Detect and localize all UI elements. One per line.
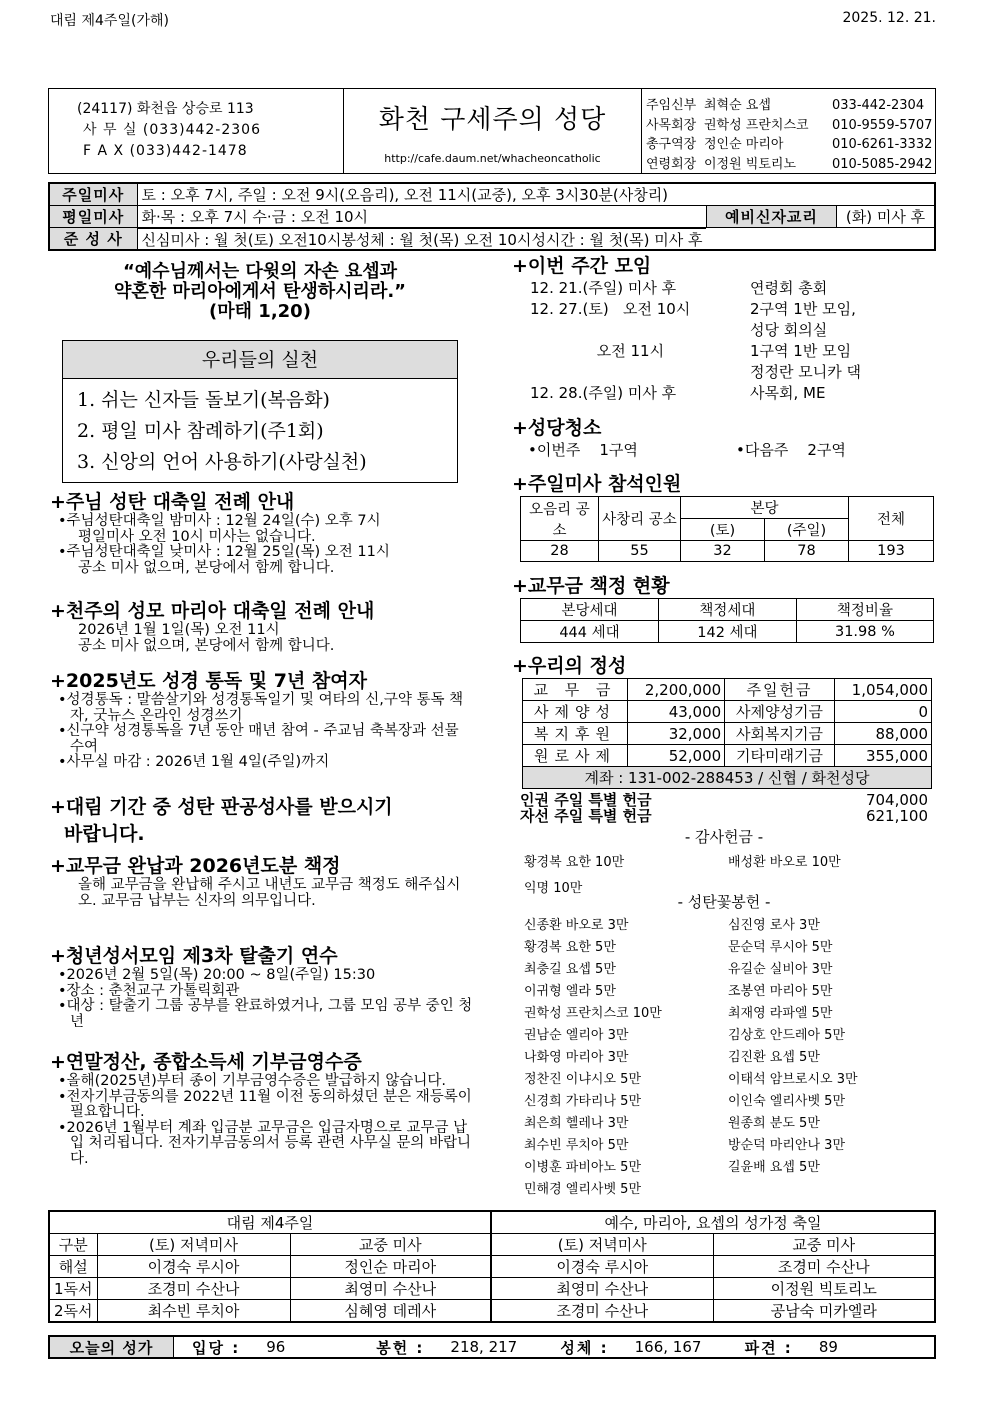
list-item: 황경복 요한 5만 [524, 940, 616, 955]
fax-number: F A X (033)442-1478 [83, 143, 248, 159]
gospel-quote: “예수님께서는 다윗의 자손 요셉과 약혼한 마리아에게서 탄생하시리라.” (마태 1,20) [113, 261, 407, 322]
list-item: 이인숙 엘리사벳 5만 [728, 1094, 845, 1109]
bulletin-date: 2025. 12. 21. [842, 10, 936, 26]
office-phone: 사 무 실 (033)442-2306 [83, 122, 261, 138]
tithe-status: +교무금 책정 현황 본당세대 책정세대 책정비율 444 세대 142 세대 31.98 % [512, 571, 936, 643]
thanks-offerings: - 감사헌금 - 황경복 요한 10만 배성환 바오로 10만 익명 10만 [524, 828, 841, 896]
announcement-mary: +천주의 성모 마리아 대축일 전례 안내 2026년 1월 1일(목) 오전 11시 공소 미사 없으며, 본당에서 함께 합니다. [50, 600, 375, 654]
liturgical-week: 대림 제4주일(가해) [50, 13, 169, 29]
announcement-tax: +연말정산, 종합소득세 기부금영수증 •올해(2025년)부터 종이 기부금영수증은 발급하지 않습니다. •전자기부금동의를 2022년 11월 이전 동의하셨던 분은 재등록이 필요합니다. •2026년 1월부터 계좌 입금분 교무금은 입금자명으로 교무금 납입 처리됩니다. 전자기부금동의서 등록 관련 사무실 문의 바랍니다. [50, 1051, 472, 1167]
tithe-table: 본당세대 책정세대 책정비율 444 세대 142 세대 31.98 % [520, 598, 934, 643]
list-item: 나화영 마리아 3만 [524, 1050, 629, 1065]
table-row: 1독서 조경미 수산나 최영미 수산나 최영미 수산나 이정원 빅토리노 [49, 1278, 935, 1300]
weekday-mass-times: 화·목 : 오후 7시 수·금 : 오전 10시 [137, 206, 706, 228]
list-item: 김상호 안드레아 5만 [728, 1028, 845, 1043]
contact-row: 사목회장 권학성 프란치스코 010-9559-5707 [646, 117, 933, 133]
contact-row: 총구역장 정인순 마리아 010-6261-3332 [646, 137, 933, 152]
list-item: 1. 쉬는 신자들 돌보기(복음화) [77, 389, 330, 411]
announcement-tithe: +교무금 완납과 2026년도분 책정 올해 교무금을 완납해 주시고 내년도 교무금 책정도 해주십시오. 교무금 납부는 신자의 의무입니다. [50, 855, 461, 909]
announcement-youth: +청년성서모임 제3차 탈출기 연수 •2026년 2월 5일(목) 20:00 ~ 8일(주일) 15:30 •장소 : 춘천교구 가톨릭회관 •대상 : 탈출기 그룹 공부를 완료하였거나, 그룹 모임 공부 중인 청년 [50, 945, 473, 1030]
church-cleaning: +성당청소 •이번주 1구역 •다음주 2구역 [512, 417, 846, 459]
list-item: 민해경 엘리사벳 5만 [524, 1182, 641, 1197]
liturgy-roles: 대림 제4주일 예수, 마리아, 요셉의 성가정 축일 구분 (토) 저녁미사 교중 미사 (토) 저녁미사 교중 미사 해설 이경숙 루시아 정인순 마리아 이경숙 루시아 조경미 수산나 1독서 조경미 수산나 최영미 수산나 최영미 수산나 이정원 빅토리노 2독서 최수빈 루치아 심혜영 데레사 조경미 수산나 공남숙 미카엘라 [48, 1210, 936, 1323]
postal-address: (24117) 화천읍 상승로 113 [77, 101, 254, 117]
list-item: 원종희 분도 5만 [728, 1116, 820, 1131]
sacramental-label: 준 성 사 [49, 228, 137, 251]
announcement-bible: +2025년도 성경 통독 및 7년 참여자 •성경통독 : 말씀살기와 성경통독일기 및 여타의 신,구약 통독 책자, 굿뉴스 온라인 성경쓰기 •신구약 성경통독을 7년 동안 매년 참여 - 주교님 축복장과 선물 수여 •사무실 마감 : 2026년 1월 4일(주일)까지 [50, 670, 464, 770]
list-item: 조봉연 마리아 5만 [728, 984, 833, 999]
parish-url[interactable]: http://cafe.daum.net/whacheoncatholic [384, 152, 601, 165]
contact-row: 연령회장 이정원 빅토리노 010-5085-2942 [646, 156, 933, 172]
practice-box [62, 340, 458, 483]
flower-list-left [524, 915, 728, 1201]
table-row: 2독서 최수빈 루치아 심혜영 데레사 조경미 수산나 공남숙 미카엘라 [49, 1300, 935, 1323]
mass-schedule [48, 182, 936, 251]
list-item: 신경희 가타리나 5만 [524, 1094, 641, 1109]
header-box [48, 88, 936, 174]
christmas-flowers: - 성탄꽃봉헌 - 신종환 바오로 3만 황경복 요한 5만 최충길 요셉 5만 이귀형 엘라 5만 권학성 프란치스코 10만 권남순 엘리아 3만 나화영 마리아 3만 정찬진 이냐시오 5만 신경희 가타리나 5만 최은희 헬레나 3만 최수빈 루치아 5만 이병훈 파비아노 5만 민해경 엘리사벳 5만 심진영 로사 3만 문순덕 루시아 5만 유길순 실비아 3만 조봉연 마리아 5만 최재영 라파엘 5만 김상호 안드레아 5만 김진환 요셉 5만 이태석 암브로시오 3만 이인숙 엘리사벳 5만 원종희 분도 5만 방순덕 마리안나 3만 길윤배 요셉 5만 [524, 891, 924, 1201]
list-item: 이태석 암브로시오 3만 [728, 1072, 858, 1087]
list-item: 최재영 라파엘 5만 [728, 1006, 833, 1021]
list-item: 권남순 엘리아 3만 [524, 1028, 629, 1043]
list-item: 권학성 프란치스코 10만 [524, 1006, 662, 1021]
parish-address [49, 89, 344, 173]
announcement-christmas: +주님 성탄 대축일 전례 안내 •주님성탄대축일 밤미사 : 12월 24일(수) 오후 7시 평일미사 오전 10시 미사는 없습니다. •주님성탄대축일 낮미사 : 12월 25일(목) 오전 11시 공소 미사 없으며, 본당에서 함께 합니다. [50, 491, 390, 576]
announcement-confession: +대림 기간 중 성탄 판공성사를 받으시기 바랍니다. [50, 796, 393, 845]
bank-account: 계좌 : 131-002-288453 / 신협 / 화천성당 [523, 767, 932, 789]
practice-list [63, 379, 457, 482]
list-item: 문순덕 루시아 5만 [728, 940, 833, 955]
weekly-meetings: +이번 주간 모임 12. 21.(주일) 미사 후 연령회 총회 12. 27.(토) 오전 10시 2구역 1반 모임, 성당 회의실 오전 11시 1구역 1반 모임 정정란 모니카 댁 12. 28.(주일) 미사 후 사목회, ME [512, 255, 861, 402]
list-item: 김진환 요셉 5만 [728, 1050, 820, 1065]
offerings: +우리의 정성 교 무 금 2,200,000 주일헌금 1,054,000 사제양성 43,000 사제양성기금 0 복지후원 32,000 사회복지기금 88,000 원로사제 52,000 기타미래기금 355,000 계좌 : 131-002-288453 / 신협 / 화천성당 인권 주일 특별 헌금 704,000 자선 주일 특별 헌금 621,100 [512, 651, 936, 824]
list-item: 2. 평일 미사 참례하기(주1회) [77, 420, 324, 442]
table-row: 해설 이경숙 루시아 정인순 마리아 이경숙 루시아 조경미 수산나 [49, 1256, 935, 1278]
list-item: 이병훈 파비아노 5만 [524, 1160, 641, 1175]
catechumen-label: 예비신자교리 [706, 206, 836, 228]
list-item: 길윤배 요셉 5만 [728, 1160, 820, 1175]
list-item: 심진영 로사 3만 [728, 918, 820, 933]
sunday-mass-label: 주일미사 [49, 183, 137, 206]
list-item: 이귀형 엘라 5만 [524, 984, 616, 999]
hymns-label: 오늘의 성가 [50, 1337, 174, 1357]
contact-row: 주임신부 최혁순 요셉 033-442-2304 [646, 98, 925, 113]
list-item: 정찬진 이냐시오 5만 [524, 1072, 641, 1087]
attendance: +주일미사 참석인원 오음리 공소 사창리 공소 본당 전체 (토) (주일) 28 55 32 78 193 [512, 469, 936, 562]
offerings-table: 교 무 금 2,200,000 주일헌금 1,054,000 사제양성 43,000 사제양성기금 0 복지후원 32,000 사회복지기금 88,000 원로사제 52,000 기타미래기금 355,000 계좌 : 131-002-288453 / 신협 / 화천성당 [522, 678, 932, 789]
list-item: 유길순 실비아 3만 [728, 962, 833, 977]
list-item: 최수빈 루치아 5만 [524, 1138, 629, 1153]
top-bar [50, 10, 936, 30]
list-item: 3. 신앙의 언어 사용하기(사랑실천) [77, 451, 367, 473]
sacramental-times: 신심미사 : 월 첫(토) 오전10시 봉성체 : 월 첫(목) 오전 10시 성시간 : 월 첫(목) 미사 후 [138, 228, 707, 247]
hymns-bar: 오늘의 성가 입당 : 96 봉헌 : 218, 217 성체 : 166, 167 파견 : 89 [48, 1335, 936, 1359]
sunday-mass-times: 토 : 오후 7시, 주일 : 오전 9시(오음리), 오전 11시(교중), 오후 3시30분(사창리) [137, 183, 935, 206]
list-item: 방순덕 마리안나 3만 [728, 1138, 845, 1153]
list-item: 신종환 바오로 3만 [524, 918, 629, 933]
attendance-table: 오음리 공소 사창리 공소 본당 전체 (토) (주일) 28 55 32 78 193 [520, 496, 934, 562]
list-item: 최은희 헬레나 3만 [524, 1116, 629, 1131]
contacts [642, 89, 935, 173]
weekday-mass-label: 평일미사 [49, 206, 137, 228]
practice-title: 우리들의 실천 [63, 341, 457, 379]
meetings-table: 12. 21.(주일) 미사 후 연령회 총회 12. 27.(토) 오전 10시 2구역 1반 모임, 성당 회의실 오전 11시 1구역 1반 모임 정정란 모니카 댁 12. 28.(주일) 미사 후 사목회, ME [530, 279, 861, 402]
parish-title: 화천 구세주의 성당 [378, 105, 607, 135]
list-item: 최충길 요셉 5만 [524, 962, 616, 977]
parish-title-block [344, 89, 642, 173]
catechumen-time: (화) 미사 후 [836, 206, 935, 228]
flower-list-right [728, 915, 858, 1201]
